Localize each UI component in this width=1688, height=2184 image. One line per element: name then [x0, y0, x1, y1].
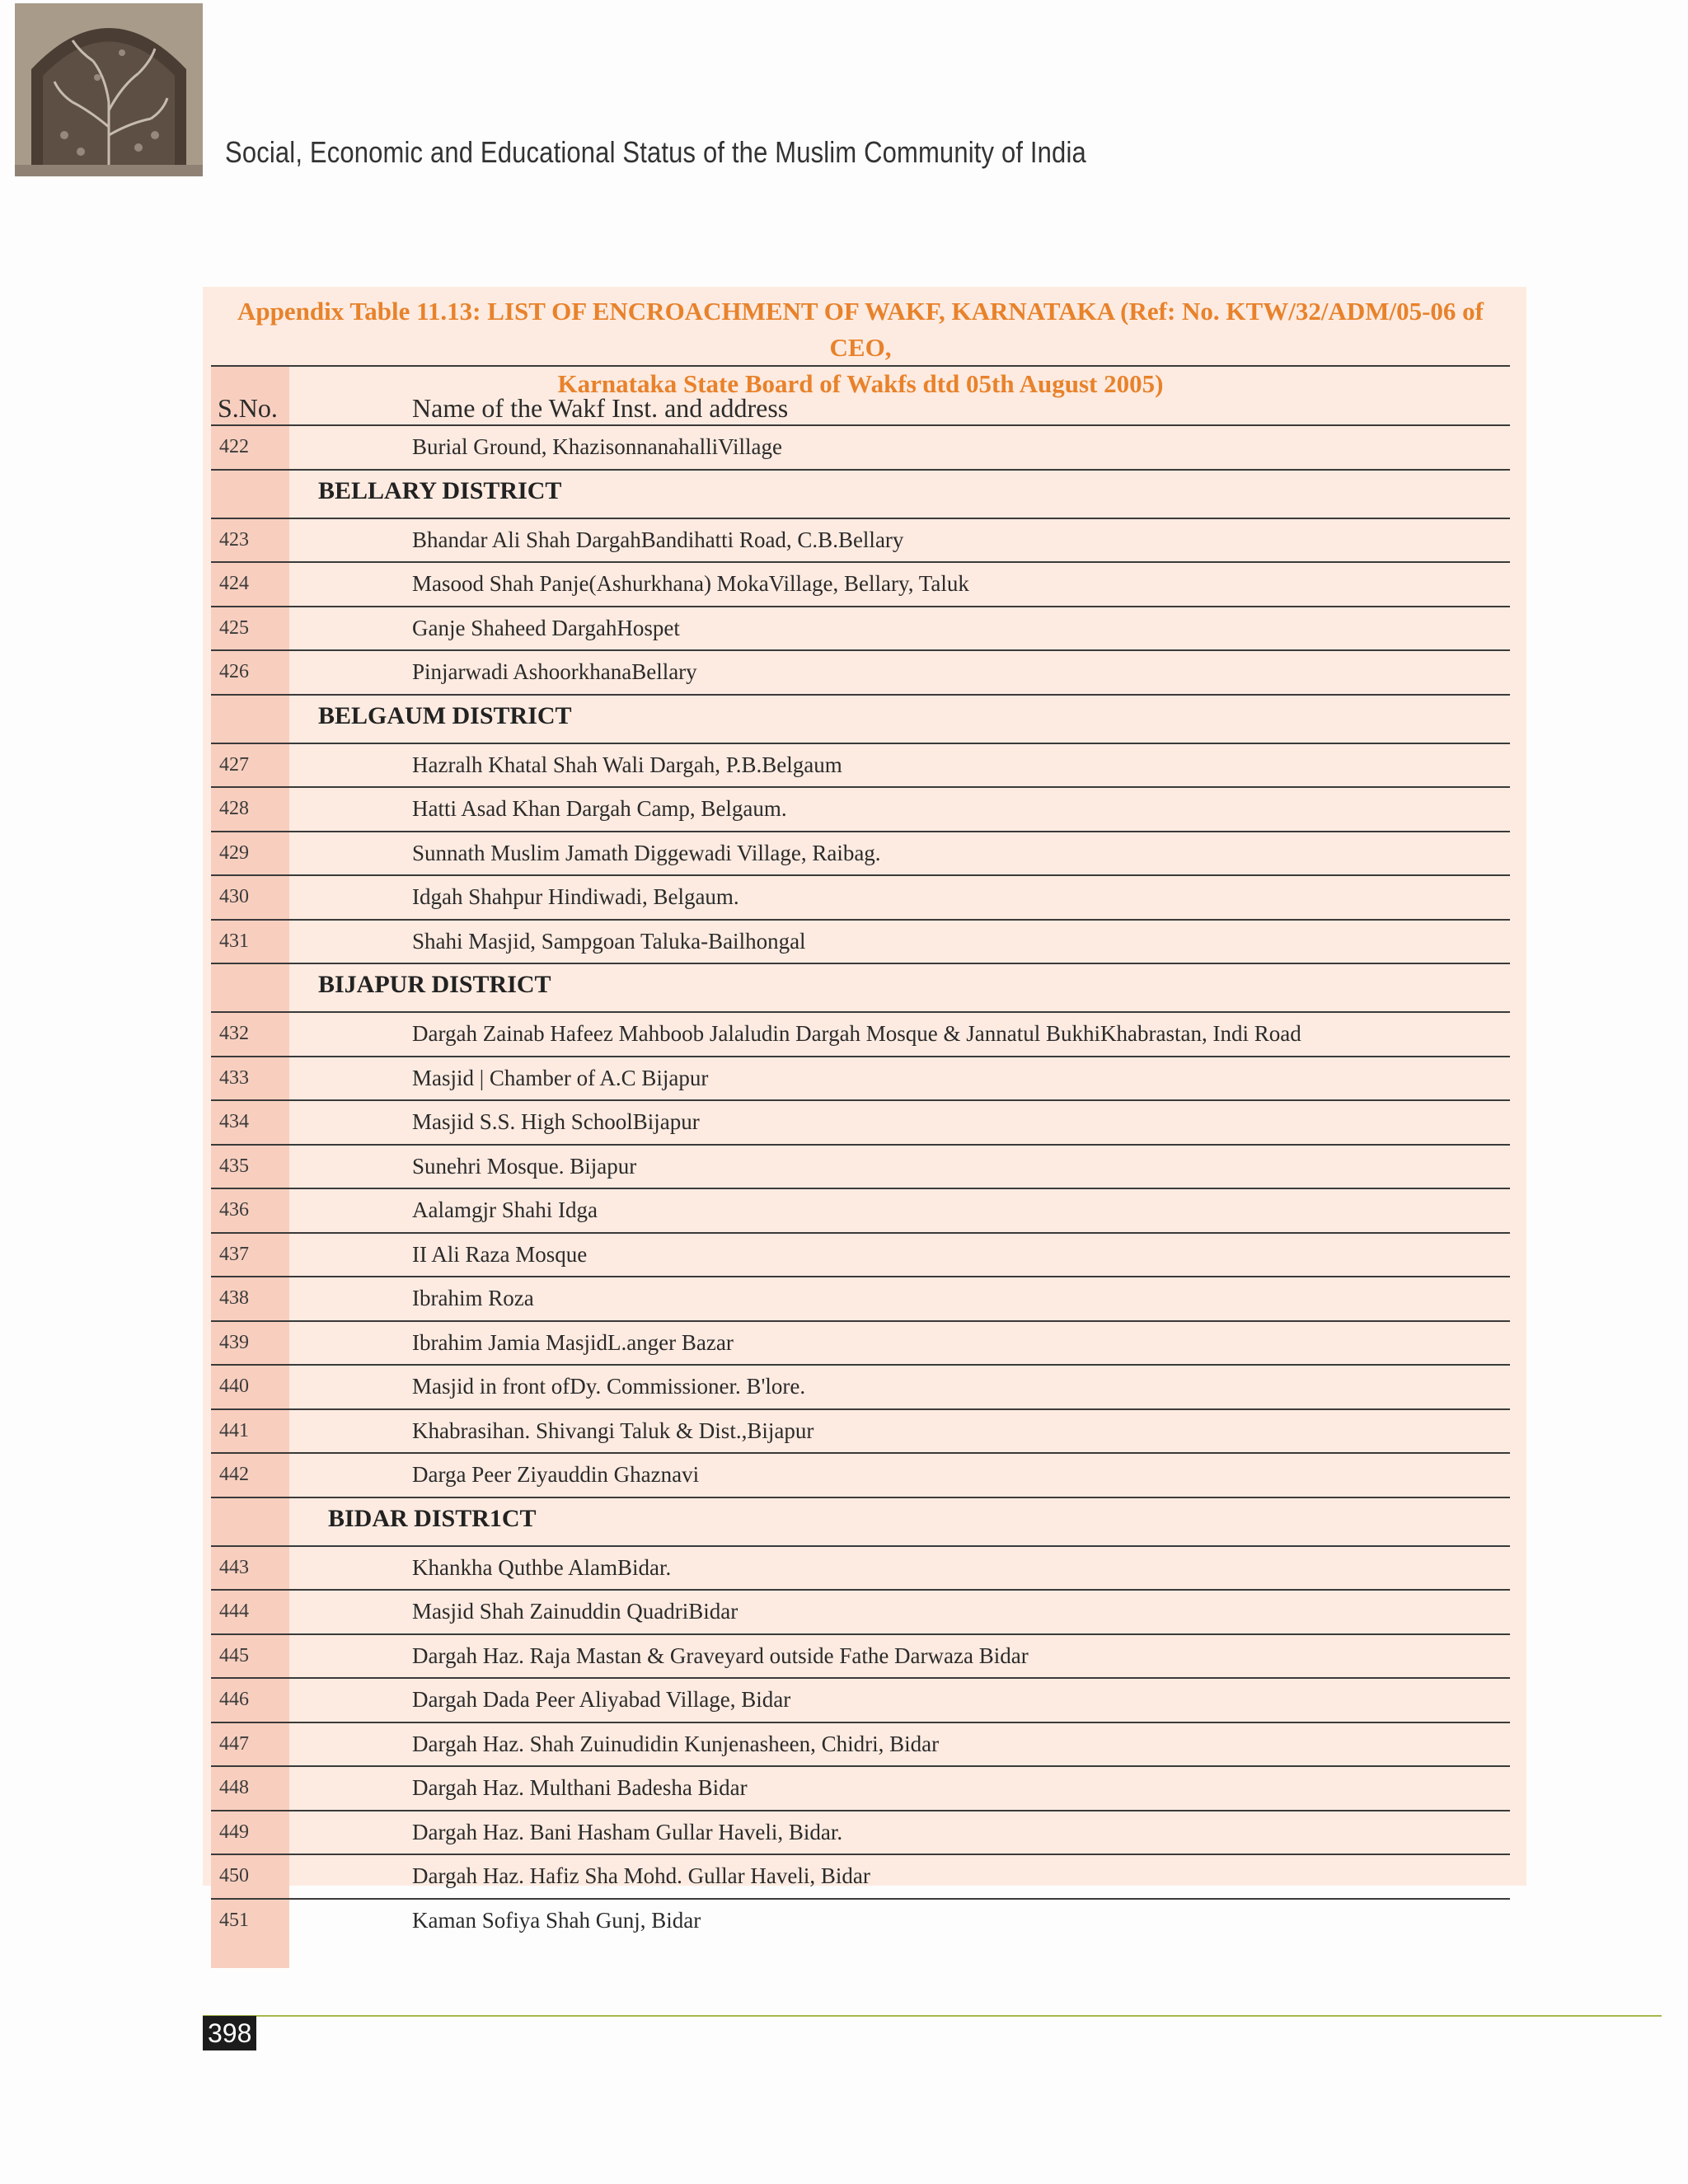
column-header-sno: S.No.	[218, 393, 278, 423]
row-sno: 430	[219, 886, 249, 907]
row-wakf-name: Dargah Haz. Raja Mastan & Graveyard outside Fathe Darwaza Bidar	[412, 1643, 1029, 1668]
row-sno: 450	[219, 1865, 249, 1886]
table-row	[211, 1408, 1510, 1453]
row-sno: 424	[219, 573, 249, 594]
row-wakf-name: Kaman Sofiya Shah Gunj, Bidar	[412, 1907, 701, 1933]
row-wakf-name: Khankha Quthbe AlamBidar.	[412, 1554, 672, 1580]
caption-line-2: Karnataka State Board of Wakfs dtd 05th August 2005)	[557, 369, 1164, 398]
table-row	[211, 1232, 1510, 1277]
table-row	[211, 1633, 1510, 1678]
row-wakf-name: Masjid in front ofDy. Commissioner. B'lore.	[412, 1374, 806, 1399]
row-sno: 427	[219, 753, 249, 776]
row-wakf-name: Dargah Haz. Hafiz Sha Mohd. Gullar Haveli, Bidar	[412, 1863, 870, 1888]
table-row	[211, 606, 1510, 650]
row-wakf-name: Ibrahim Jamia MasjidL.anger Bazar	[412, 1329, 734, 1355]
district-heading: BELGAUM DISTRICT	[318, 701, 572, 729]
table-top-rule	[211, 365, 1510, 367]
row-sno: 440	[219, 1376, 249, 1397]
page-number: 398	[203, 2016, 256, 2050]
district-heading-row	[211, 963, 1510, 1011]
row-wakf-name: Khabrasihan. Shivangi Taluk & Dist.,Bijapur	[412, 1418, 814, 1443]
table-row	[211, 831, 1510, 875]
row-sno: 422	[219, 436, 249, 457]
district-heading: BIJAPUR DISTRICT	[318, 971, 551, 998]
district-heading-row	[211, 469, 1510, 518]
row-sno: 443	[219, 1556, 249, 1578]
row-wakf-name: Dargah Zainab Hafeez Mahboob Jalaludin Dargah Mosque & Jannatul BukhiKhabrastan, Indi Road	[412, 1021, 1301, 1046]
row-sno: 425	[219, 616, 249, 639]
row-sno: 429	[219, 841, 249, 864]
row-sno: 441	[219, 1419, 249, 1441]
header-jali-image	[15, 3, 203, 176]
table-row	[211, 424, 1510, 469]
table-row	[211, 1589, 1510, 1633]
row-sno: 447	[219, 1732, 249, 1755]
row-wakf-name: Masjid S.S. High SchoolBijapur	[412, 1109, 700, 1134]
table-row	[211, 1677, 1510, 1722]
table-row	[211, 649, 1510, 694]
row-wakf-name: Hatti Asad Khan Dargah Camp, Belgaum.	[412, 796, 787, 821]
row-sno: 423	[219, 528, 249, 551]
district-heading-row	[211, 1497, 1510, 1545]
row-sno: 451	[219, 1909, 249, 1931]
row-wakf-name: Ibrahim Roza	[412, 1286, 534, 1310]
table-row	[211, 919, 1510, 963]
row-wakf-name: Dargah Dada Peer Aliyabad Village, Bidar	[412, 1687, 791, 1712]
row-sno: 432	[219, 1023, 249, 1044]
row-sno: 428	[219, 798, 249, 819]
table-row	[211, 1188, 1510, 1232]
district-heading: BIDAR DISTR1CT	[328, 1504, 537, 1532]
row-sno: 439	[219, 1331, 249, 1353]
row-wakf-name: Dargah Haz. Shah Zuinudidin Kunjenasheen, Chidri, Bidar	[412, 1731, 940, 1756]
table-row	[211, 561, 1510, 606]
row-wakf-name: Masjid Shah Zainuddin QuadriBidar	[412, 1599, 738, 1624]
table-row	[211, 1099, 1510, 1144]
row-wakf-name: Idgah Shahpur Hindiwadi, Belgaum.	[412, 884, 739, 909]
row-sno: 444	[219, 1601, 249, 1622]
table-row	[211, 1144, 1510, 1188]
row-wakf-name: Sunnath Muslim Jamath Diggewadi Village, Raibag.	[412, 840, 881, 865]
table-row	[211, 1765, 1510, 1810]
row-wakf-name: Bhandar Ali Shah DargahBandihatti Road, C.B.Bellary	[412, 527, 904, 552]
district-heading: BELLARY DISTRICT	[318, 476, 562, 504]
table-row	[211, 1320, 1510, 1365]
row-sno: 435	[219, 1155, 249, 1177]
row-wakf-name: Ganje Shaheed DargahHospet	[412, 615, 680, 640]
row-sno: 446	[219, 1689, 249, 1710]
row-sno: 445	[219, 1644, 249, 1666]
row-sno: 438	[219, 1287, 249, 1309]
row-wakf-name: Shahi Masjid, Sampgoan Taluka-Bailhongal	[412, 928, 806, 954]
footer-rule	[203, 2015, 1662, 2017]
row-wakf-name: II Ali Raza Mosque	[412, 1241, 588, 1267]
row-wakf-name: Sunehri Mosque. Bijapur	[412, 1153, 637, 1179]
row-sno: 436	[219, 1199, 249, 1221]
row-wakf-name: Dargah Haz. Bani Hasham Gullar Haveli, Bidar.	[412, 1819, 843, 1844]
row-sno: 449	[219, 1821, 249, 1843]
table-row	[211, 1545, 1510, 1590]
table-header-row	[211, 382, 1510, 424]
row-wakf-name: Burial Ground, KhazisonnanahalliVillage	[412, 434, 783, 459]
row-wakf-name: Masjid | Chamber of A.C Bijapur	[412, 1065, 709, 1090]
table-row	[211, 1898, 1510, 1943]
table-row	[211, 1722, 1510, 1766]
table-row	[211, 518, 1510, 562]
caption-line-1: Appendix Table 11.13: LIST OF ENCROACHMENT OF WAKF, KARNATAKA (Ref: No. KTW/32/ADM/05-06 of CEO,	[237, 297, 1484, 362]
row-wakf-name: Aalamgjr Shahi Idga	[412, 1197, 598, 1222]
row-wakf-name: Dargah Haz. Multhani Badesha Bidar	[412, 1775, 748, 1800]
table-row	[211, 1364, 1510, 1408]
table-row	[211, 1011, 1510, 1056]
table-row	[211, 1452, 1510, 1497]
row-wakf-name: Hazralh Khatal Shah Wali Dargah, P.B.Belgaum	[412, 752, 842, 777]
row-wakf-name: Pinjarwadi AshoorkhanaBellary	[412, 659, 697, 684]
table-row	[211, 1854, 1510, 1898]
row-wakf-name: Darga Peer Ziyauddin Ghaznavi	[412, 1462, 700, 1487]
row-sno: 433	[219, 1066, 249, 1089]
table-row	[211, 743, 1510, 787]
table-row	[211, 874, 1510, 919]
table-row	[211, 1810, 1510, 1854]
running-header-title: Social, Economic and Educational Status of the Muslim Community of India	[225, 135, 1086, 169]
table-row	[211, 786, 1510, 831]
table-row	[211, 1056, 1510, 1100]
row-sno: 448	[219, 1777, 249, 1798]
row-sno: 437	[219, 1243, 249, 1265]
column-header-name: Name of the Wakf Inst. and address	[412, 393, 789, 423]
district-heading-row	[211, 694, 1510, 743]
row-wakf-name: Masood Shah Panje(Ashurkhana) MokaVillage, Bellary, Taluk	[412, 571, 969, 596]
row-sno: 442	[219, 1464, 249, 1485]
table-row	[211, 1276, 1510, 1320]
row-sno: 431	[219, 930, 249, 952]
row-sno: 426	[219, 661, 249, 682]
row-sno: 434	[219, 1111, 249, 1132]
